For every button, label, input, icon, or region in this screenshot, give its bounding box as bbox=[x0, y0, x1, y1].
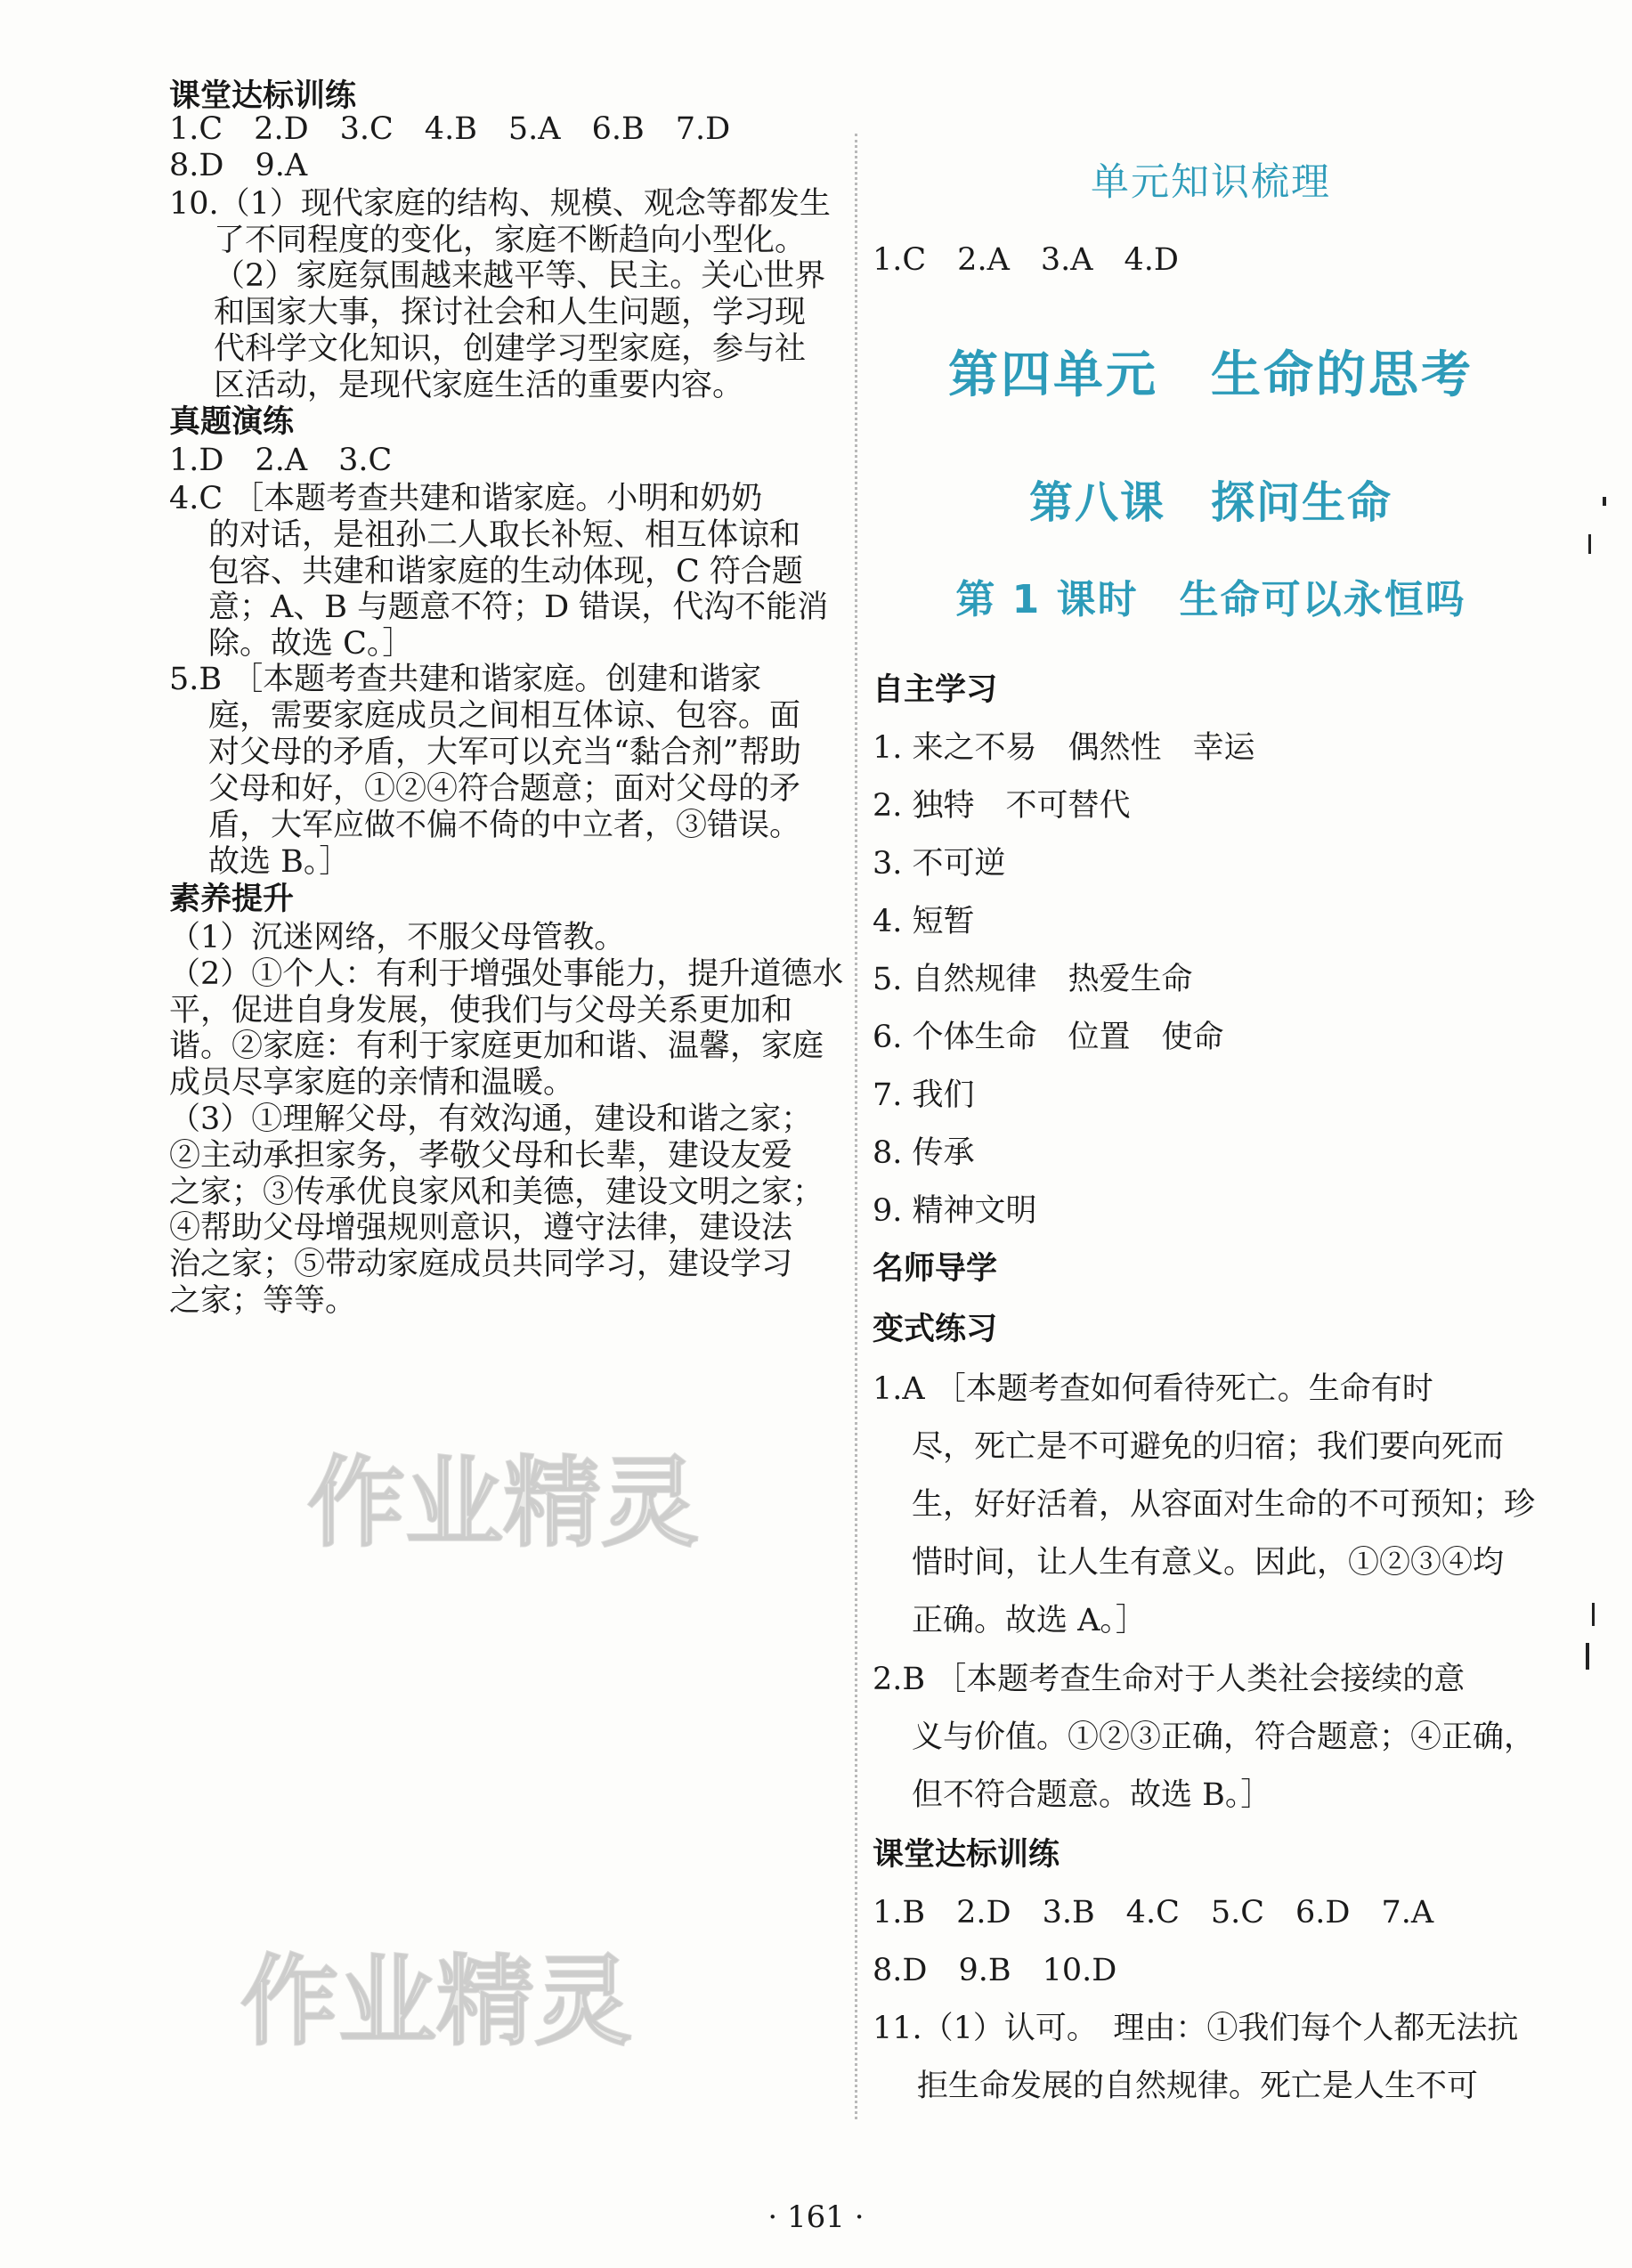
watermark: 作业精灵 bbox=[307, 1446, 699, 1560]
bs1-line: 1.A ［本题考查如何看待死亡。生命有时 bbox=[873, 1371, 1433, 1407]
zzxx-line: 3. 不可逆 bbox=[873, 846, 1006, 882]
q10-line: （2）家庭氛围越来越平等、民主。关心世界 bbox=[214, 258, 826, 294]
q5-line: 对父母的矛盾，大军可以充当“黏合剂”帮助 bbox=[208, 735, 801, 770]
suyang-line: 治之家；⑤带动家庭成员共同学习，建设学习 bbox=[169, 1247, 793, 1282]
q4-line: 除。故选 C。］ bbox=[208, 626, 414, 662]
answer-line: 1.D 2.A 3.C bbox=[169, 443, 393, 478]
unit-title: 第四单元 生命的思考 bbox=[948, 346, 1474, 404]
q5-line: 盾，大军应做不偏不倚的中立者，③错误。 bbox=[208, 808, 801, 843]
scan-mark bbox=[1586, 1643, 1589, 1670]
bs1-line: 尽，死亡是不可避免的归宿；我们要向死而 bbox=[912, 1429, 1505, 1465]
section-heading: 课堂达标训练 bbox=[873, 1837, 1060, 1873]
q5-line: 故选 B。］ bbox=[208, 844, 351, 880]
suyang-line: （1）沉迷网络，不服父母管教。 bbox=[169, 920, 626, 955]
suyang-line: ④帮助父母增强规则意识，遵守法律，建设法 bbox=[169, 1210, 793, 1246]
bs1-line: 生，好好活着，从容面对生命的不可预知；珍 bbox=[912, 1487, 1536, 1523]
q10-line: 和国家大事，探讨社会和人生问题，学习现 bbox=[214, 295, 807, 330]
answer-line: 1.B 2.D 3.B 4.C 5.C 6.D 7.A bbox=[873, 1895, 1434, 1931]
zzxx-line: 4. 短暂 bbox=[873, 904, 975, 939]
q5-line: 庭，需要家庭成员之间相互体谅、包容。面 bbox=[208, 698, 801, 734]
q11-line: 11.（1）认可。 理由：①我们每个人都无法抗 bbox=[873, 2011, 1519, 2046]
unit-summary-title: 单元知识梳理 bbox=[1091, 160, 1331, 205]
period-title: 第 1 课时 生命可以永恒吗 bbox=[955, 577, 1466, 622]
q5-line: 父母和好，①②④符合题意；面对父母的矛 bbox=[208, 771, 801, 807]
section-heading: 真题演练 bbox=[169, 404, 295, 440]
section-heading: 名师导学 bbox=[873, 1251, 998, 1287]
zzxx-line: 7. 我们 bbox=[873, 1077, 975, 1113]
suyang-line: 谐。②家庭：有利于家庭更加和谐、温馨，家庭 bbox=[169, 1028, 824, 1064]
scan-mark bbox=[1588, 534, 1591, 554]
zzxx-line: 8. 传承 bbox=[873, 1135, 975, 1171]
column-divider bbox=[855, 134, 857, 2119]
answer-line: 8.D 9.A bbox=[169, 148, 308, 183]
bs2-line: 但不符合题意。故选 B。］ bbox=[912, 1777, 1272, 1813]
q4-line: 包容、共建和谐家庭的生动体现，C 符合题 bbox=[208, 554, 803, 589]
q4-line: 4.C ［本题考查共建和谐家庭。小明和奶奶 bbox=[169, 481, 763, 516]
zzxx-line: 5. 自然规律 热爱生命 bbox=[873, 962, 1193, 997]
zzxx-line: 9. 精神文明 bbox=[873, 1193, 1037, 1229]
answer-line: 8.D 9.B 10.D bbox=[873, 1953, 1117, 1988]
suyang-line: （2）①个人：有利于增强处事能力，提升道德水 bbox=[169, 956, 844, 992]
q10-line: 代科学文化知识，创建学习型家庭，参与社 bbox=[214, 331, 807, 367]
suyang-line: 成员尽享家庭的亲情和温暖。 bbox=[169, 1065, 575, 1101]
q11-line: 拒生命发展的自然规律。死亡是人生不可 bbox=[917, 2069, 1479, 2104]
bs2-line: 义与价值。①②③正确，符合题意；④正确， bbox=[912, 1719, 1536, 1755]
watermark: 作业精灵 bbox=[240, 1945, 632, 2059]
suyang-line: ②主动承担家务，孝敬父母和长辈，建设友爱 bbox=[169, 1138, 793, 1174]
zzxx-line: 6. 个体生命 位置 使命 bbox=[873, 1020, 1224, 1055]
suyang-line: 之家；③传承优良家风和美德，建设文明之家； bbox=[169, 1175, 824, 1210]
suyang-line: 之家；等等。 bbox=[169, 1283, 357, 1319]
q10-line: 区活动，是现代家庭生活的重要内容。 bbox=[214, 368, 744, 403]
q5-line: 5.B ［本题考查共建和谐家庭。创建和谐家 bbox=[169, 662, 762, 697]
scan-mark bbox=[1592, 1603, 1595, 1626]
lesson-title: 第八课 探问生命 bbox=[1028, 477, 1392, 528]
q10-line: 10.（1）现代家庭的结构、规模、观念等都发生 bbox=[169, 186, 831, 222]
answer-line: 1.C 2.D 3.C 4.B 5.A 6.B 7.D bbox=[169, 111, 731, 147]
section-heading: 变式练习 bbox=[873, 1312, 998, 1347]
q10-line: 了不同程度的变化，家庭不断趋向小型化。 bbox=[214, 223, 807, 258]
section-heading: 自主学习 bbox=[873, 672, 998, 708]
q4-line: 的对话，是祖孙二人取长补短、相互体谅和 bbox=[208, 517, 801, 553]
bs1-line: 惜时间，让人生有意义。因此，①②③④均 bbox=[912, 1545, 1505, 1581]
answer-line: 1.C 2.A 3.A 4.D bbox=[873, 242, 1179, 278]
section-heading: 素养提升 bbox=[169, 882, 295, 917]
zzxx-line: 2. 独特 不可替代 bbox=[873, 788, 1131, 824]
zzxx-line: 1. 来之不易 偶然性 幸运 bbox=[873, 730, 1255, 766]
suyang-line: （3）①理解父母，有效沟通，建设和谐之家； bbox=[169, 1101, 813, 1137]
page-number: · 161 · bbox=[767, 2199, 865, 2235]
section-heading: 课堂达标训练 bbox=[169, 78, 357, 114]
bs2-line: 2.B ［本题考查生命对于人类社会接续的意 bbox=[873, 1662, 1466, 1697]
bs1-line: 正确。故选 A。］ bbox=[912, 1603, 1147, 1638]
q4-line: 意；A、B 与题意不符；D 错误，代沟不能消 bbox=[208, 589, 829, 625]
suyang-line: 平，促进自身发展，使我们与父母关系更加和 bbox=[169, 993, 793, 1028]
scan-mark bbox=[1603, 497, 1606, 506]
